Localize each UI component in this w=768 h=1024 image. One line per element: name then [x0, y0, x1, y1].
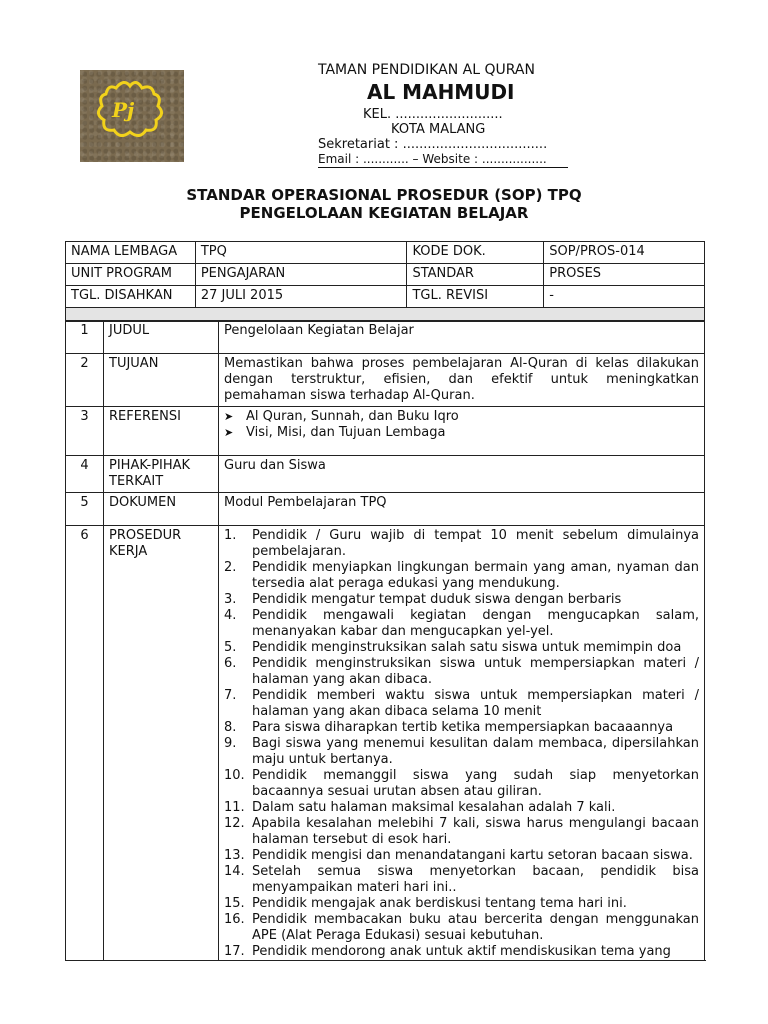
row-number: 1: [66, 321, 104, 354]
procedure-step: [224, 656, 699, 688]
school-logo: [80, 70, 184, 162]
step-text: Setelah semua siswa menyetorkan bacaan, pendidik bisa menyampaikan materi hari ini..: [252, 864, 699, 895]
step-text: Pendidik mendorong anak untuk aktif mendiskusikan tema yang: [252, 944, 671, 959]
row-value: [219, 407, 705, 456]
info-value: PENGAJARAN: [195, 264, 407, 286]
table-row: [66, 242, 705, 264]
procedure-step: [224, 592, 699, 608]
row-number: 5: [66, 493, 104, 526]
table-row: [66, 407, 705, 456]
step-text: Apabila kesalahan melebihi 7 kali, siswa harus mengulangi bacaan halaman tersebut di esok hari.: [252, 816, 699, 847]
info-label: KODE DOK.: [407, 242, 544, 264]
logo-emblem-icon: [80, 70, 184, 162]
procedure-step: [224, 688, 699, 720]
row-number: 4: [66, 456, 104, 493]
step-number: 5.: [224, 640, 237, 655]
step-number: 15.: [224, 896, 245, 911]
list-item: [224, 425, 699, 441]
list-item: [224, 409, 699, 425]
step-text: Pendidik mengatur tempat duduk siswa dengan berbaris: [252, 592, 622, 607]
info-value: PROSES: [544, 264, 705, 286]
row-number: 3: [66, 407, 104, 456]
row-value: [219, 526, 705, 963]
table-row: [66, 286, 705, 308]
procedure-step: [224, 528, 699, 560]
kelurahan-line: KEL. ..........................: [363, 107, 503, 122]
table-row: [66, 526, 705, 963]
step-number: 12.: [224, 816, 245, 831]
table-row: [66, 456, 705, 493]
row-value: Modul Pembelajaran TPQ: [219, 493, 705, 526]
arrow-bullet-icon: ➤: [224, 410, 234, 423]
info-label: TGL. REVISI: [407, 286, 544, 308]
row-label: PIHAK-PIHAK TERKAIT: [104, 456, 219, 493]
row-number: 6: [66, 526, 104, 963]
step-number: 9.: [224, 736, 237, 751]
step-text: Pendidik mengawali kegiatan dengan mengucapkan salam, menanyakan kabar dan mengucapkan yel-yel.: [252, 608, 699, 639]
arrow-bullet-icon: ➤: [224, 426, 234, 439]
procedure-step: [224, 720, 699, 736]
table-row: [66, 493, 705, 526]
city-line: KOTA MALANG: [391, 122, 486, 137]
document-title: STANDAR OPERASIONAL PROSEDUR (SOP) TPQ: [186, 186, 582, 204]
step-number: 16.: [224, 912, 245, 927]
procedure-step: [224, 864, 699, 896]
procedure-step: [224, 768, 699, 800]
contact-line: Email : ............ – Website : .................: [318, 152, 547, 166]
procedure-step: [224, 944, 699, 960]
step-text: Pendidik menginstruksikan siswa untuk mempersiapkan materi / halaman yang akan dibaca.: [252, 656, 699, 687]
procedure-step: [224, 608, 699, 640]
row-value: Memastikan bahwa proses pembelajaran Al-Quran di kelas dilakukan dengan terstruktur, efisien, dan efektif untuk meningkatkan pemahaman siswa terhadap Al-Quran.: [219, 354, 705, 407]
reference-text: Al Quran, Sunnah, dan Buku Iqro: [246, 409, 459, 424]
table-row: [66, 264, 705, 286]
info-value: SOP/PROS-014: [544, 242, 705, 264]
step-text: Pendidik memanggil siswa yang sudah siap menyetorkan bacaannya sesuai urutan absen atau giliran.: [252, 768, 699, 799]
info-value: -: [544, 286, 705, 308]
step-text: Pendidik mengajak anak berdiskusi tentang tema hari ini.: [252, 896, 627, 911]
step-number: 7.: [224, 688, 237, 703]
step-text: Pendidik menyiapkan lingkungan bermain yang aman, nyaman dan tersedia alat peraga edukasi yang mendukung.: [252, 560, 699, 591]
sop-content-table: [65, 320, 705, 963]
institution-type: TAMAN PENDIDIKAN AL QURAN: [318, 62, 535, 78]
step-number: 11.: [224, 800, 245, 815]
procedure-step: [224, 736, 699, 768]
step-text: Para siswa diharapkan tertib ketika mempersiapkan bacaaannya: [252, 720, 674, 735]
step-number: 3.: [224, 592, 237, 607]
step-number: 8.: [224, 720, 237, 735]
svg-text:Pj: Pj: [112, 98, 135, 122]
row-label: JUDUL: [104, 321, 219, 354]
procedure-step: [224, 816, 699, 848]
step-number: 1.: [224, 528, 237, 543]
procedure-step: [224, 896, 699, 912]
step-number: 13.: [224, 848, 245, 863]
procedure-steps-list: [224, 528, 699, 960]
step-text: Pendidik membacakan buku atau bercerita dengan menggunakan APE (Alat Peraga Edukasi) sesuai kebutuhan.: [252, 912, 699, 943]
procedure-step: [224, 800, 699, 816]
table-row: [66, 354, 705, 407]
header-divider: [318, 167, 568, 168]
row-label: TUJUAN: [104, 354, 219, 407]
row-value: Pengelolaan Kegiatan Belajar: [219, 321, 705, 354]
info-label: NAMA LEMBAGA: [66, 242, 196, 264]
step-text: Pendidik menginstruksikan salah satu siswa untuk memimpin doa: [252, 640, 682, 655]
row-value: Guru dan Siswa: [219, 456, 705, 493]
institution-name: AL MAHMUDI: [367, 80, 515, 104]
row-number: 2: [66, 354, 104, 407]
step-number: 6.: [224, 656, 237, 671]
page-bottom-margin: [0, 960, 768, 1024]
document-subtitle: PENGELOLAAN KEGIATAN BELAJAR: [239, 204, 529, 222]
step-number: 10.: [224, 768, 245, 783]
step-number: 2.: [224, 560, 237, 575]
reference-text: Visi, Misi, dan Tujuan Lembaga: [246, 425, 446, 440]
document-info-table: [65, 241, 705, 322]
row-label: DOKUMEN: [104, 493, 219, 526]
info-label: STANDAR: [407, 264, 544, 286]
info-value: 27 JULI 2015: [195, 286, 407, 308]
row-label: PROSEDUR KERJA: [104, 526, 219, 963]
info-label: TGL. DISAHKAN: [66, 286, 196, 308]
procedure-step: [224, 848, 699, 864]
step-text: Dalam satu halaman maksimal kesalahan adalah 7 kali.: [252, 800, 616, 815]
step-number: 4.: [224, 608, 237, 623]
step-text: Pendidik / Guru wajib di tempat 10 menit sebelum dimulainya pembelajaran.: [252, 528, 699, 559]
page-cut-edge: [65, 960, 706, 961]
info-value: TPQ: [195, 242, 407, 264]
procedure-step: [224, 912, 699, 944]
procedure-step: [224, 560, 699, 592]
secretariat-line: Sekretariat : ...................................: [318, 137, 548, 152]
info-label: UNIT PROGRAM: [66, 264, 196, 286]
step-text: Bagi siswa yang menemui kesulitan dalam membaca, dipersilahkan maju untuk bertanya.: [252, 736, 699, 767]
step-number: 14.: [224, 864, 245, 879]
step-number: 17.: [224, 944, 245, 959]
step-text: Pendidik mengisi dan menandatangani kartu setoran bacaan siswa.: [252, 848, 693, 863]
step-text: Pendidik memberi waktu siswa untuk mempersiapkan materi / halaman yang akan dibaca selama 10 menit: [252, 688, 699, 719]
procedure-step: [224, 640, 699, 656]
row-label: REFERENSI: [104, 407, 219, 456]
table-row: [66, 321, 705, 354]
